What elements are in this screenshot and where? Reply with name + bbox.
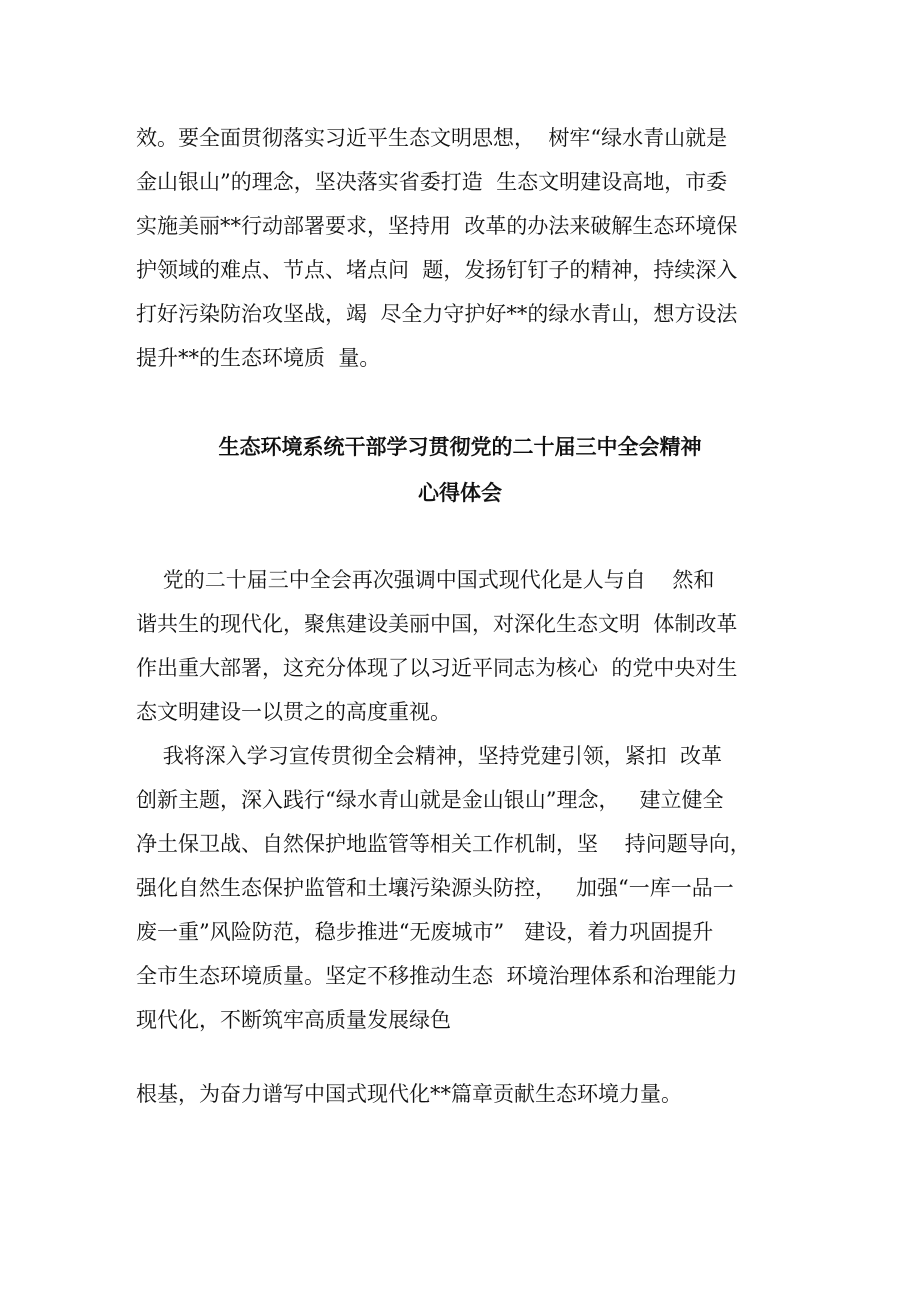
article-subtitle: 心得体会 [418, 481, 502, 505]
paragraph-2-line-2: 创新主题，深入践行“绿水青山就是金山银山”理念， 建立健全 [136, 788, 724, 812]
paragraph-1-line-2: 谐共生的现代化，聚焦建设美丽中国，对深化生态文明 体制改革 [136, 612, 738, 636]
paragraph-2-line-4: 强化自然生态保护监管和土壤污染源头防控， 加强“一库一品一 [136, 876, 734, 900]
article-title: 生态环境系统干部学习贯彻党的二十届三中全会精神 [218, 435, 702, 459]
intro-line-4: 护领域的难点、节点、堵点问 题，发扬钉钉子的精神，持续深入 [136, 258, 738, 282]
paragraph-1-line-1: 党的二十届三中全会再次强调中国式现代化是人与自 然和 [136, 568, 715, 592]
paragraph-2-line-5: 废一重”风险防范，稳步推进“无废城市” 建设，着力巩固提升 [136, 920, 714, 944]
paragraph-2-line-6: 全市生态环境质量。坚定不移推动生态 环境治理体系和治理能力 [136, 964, 738, 988]
intro-line-5: 打好污染防治攻坚战，竭 尽全力守护好**的绿水青山，想方设法 [136, 302, 738, 326]
paragraph-2-line-7: 现代化，不断筑牢高质量发展绿色 [136, 1008, 451, 1032]
paragraph-1-line-4: 态文明建设一以贯之的高度重视。 [136, 700, 451, 724]
paragraph-2-line-1: 我将深入学习宣传贯彻全会精神，坚持党建引领，紧扣 改革 [136, 744, 723, 768]
intro-line-6: 提升**的生态环境质 量。 [136, 346, 381, 370]
paragraph-2-line-3: 净土保卫战、自然保护地监管等相关工作机制，坚 持问题导向， [136, 832, 751, 856]
paragraph-1-line-3: 作出重大部署，这充分体现了以习近平同志为核心 的党中央对生 [136, 656, 738, 680]
intro-line-3: 实施美丽**行动部署要求，坚持用 改革的办法来破解生态环境保 [136, 214, 738, 238]
intro-line-1: 效。要全面贯彻落实习近平生态文明思想， 树牢“绿水青山就是 [136, 126, 728, 150]
intro-line-2: 金山银山”的理念，坚决落实省委打造 生态文明建设高地，市委 [136, 170, 728, 194]
closing-line: 根基，为奋力谱写中国式现代化**篇章贡献生态环境力量。 [136, 1082, 682, 1106]
